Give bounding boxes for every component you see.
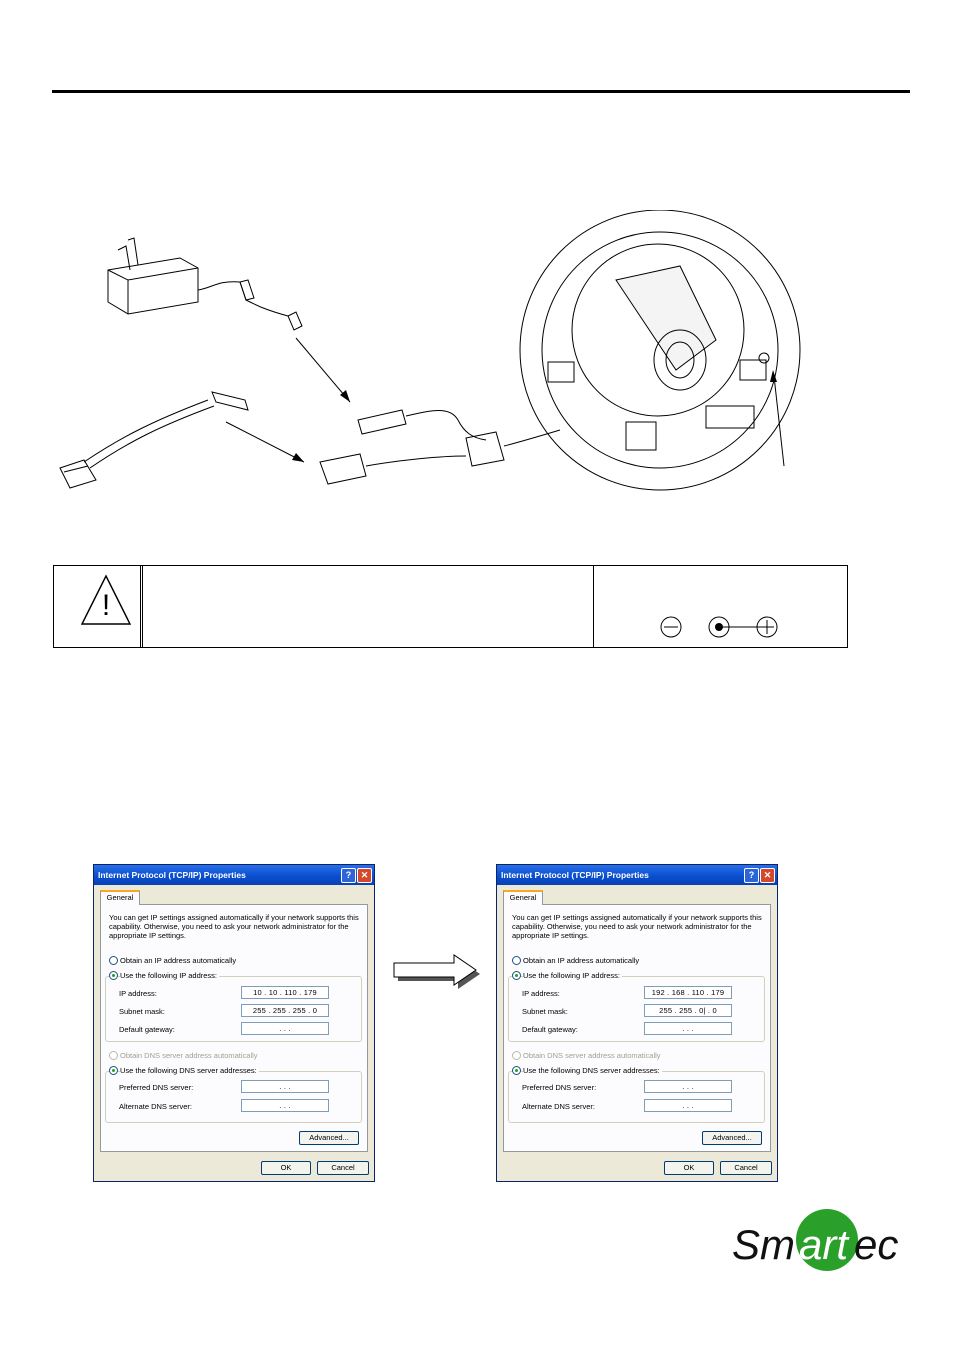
dialog-title: Internet Protocol (TCP/IP) Properties [497, 865, 777, 885]
preferred-dns-input[interactable]: . . . [644, 1080, 732, 1093]
power-adapter-drawing [108, 238, 302, 330]
subnet-mask-input[interactable]: 255 . 255 . 0| . 0 [644, 1004, 732, 1017]
connection-illustration [40, 210, 830, 500]
smartec-logo [730, 1205, 910, 1275]
label-default-gateway: Default gateway: [119, 1025, 175, 1034]
general-panel [503, 904, 771, 1152]
camera-base-drawing [520, 210, 800, 490]
warning-table [53, 565, 848, 648]
logo-text-start: Sm [732, 1221, 795, 1268]
tab-general[interactable]: General [100, 890, 140, 905]
polarity-diagram [593, 566, 847, 647]
label-alternate-dns: Alternate DNS server: [522, 1102, 595, 1111]
radio-auto-ip[interactable] [109, 956, 118, 965]
label-subnet-mask: Subnet mask: [119, 1007, 165, 1016]
tcpip-dialog-before [93, 864, 375, 1182]
alternate-dns-input[interactable]: . . . [241, 1099, 329, 1112]
logo-text-mid: art [799, 1221, 849, 1268]
label-ip-address: IP address: [522, 989, 560, 998]
general-panel [100, 904, 368, 1152]
ip-address-input[interactable]: 192 . 168 . 110 . 179 [644, 986, 732, 999]
pigtail-drawing [320, 410, 560, 484]
radio-manual-ip[interactable] [512, 971, 521, 980]
radio-manual-ip[interactable] [109, 971, 118, 980]
advanced-button[interactable]: Advanced... [299, 1131, 359, 1145]
dns-group [105, 1071, 362, 1123]
label-ip-address: IP address: [119, 989, 157, 998]
label-auto-ip: Obtain an IP address automatically [523, 956, 640, 965]
ip-address-input[interactable]: 10 . 10 . 110 . 179 [241, 986, 329, 999]
cancel-button[interactable]: Cancel [720, 1161, 772, 1175]
label-manual-dns: Use the following DNS server addresses: [120, 1066, 257, 1075]
subnet-mask-input[interactable]: 255 . 255 . 255 . 0 [241, 1004, 329, 1017]
label-manual-dns: Use the following DNS server addresses: [523, 1066, 660, 1075]
logo-text-end: ec [854, 1221, 899, 1268]
network-cable-drawing [60, 392, 248, 488]
warning-text-cell [142, 566, 594, 647]
ok-button[interactable]: OK [664, 1161, 714, 1175]
label-auto-dns: Obtain DNS server address automatically [523, 1051, 661, 1060]
radio-auto-dns[interactable] [109, 1051, 118, 1060]
preferred-dns-input[interactable]: . . . [241, 1080, 329, 1093]
ok-button[interactable]: OK [261, 1161, 311, 1175]
label-manual-ip: Use the following IP address: [523, 971, 620, 980]
tab-general[interactable]: General [503, 890, 543, 905]
label-auto-dns: Obtain DNS server address automatically [120, 1051, 258, 1060]
intro-text: You can get IP settings assigned automatically if your network supports this capability. Otherwise, you need to ask your network administrator for the appropriate IP settings. [512, 913, 762, 940]
label-alternate-dns: Alternate DNS server: [119, 1102, 192, 1111]
help-button[interactable]: ? [744, 868, 759, 883]
dns-group [508, 1071, 765, 1123]
warning-icon-cell [54, 566, 141, 647]
right-arrow-icon [390, 952, 486, 992]
dialog-title: Internet Protocol (TCP/IP) Properties [94, 865, 374, 885]
warning-triangle-icon [54, 566, 140, 647]
default-gateway-input[interactable]: . . . [241, 1022, 329, 1035]
close-button[interactable]: ✕ [357, 868, 372, 883]
warning-symbol: ! [101, 589, 111, 622]
radio-manual-dns[interactable] [109, 1066, 118, 1075]
polarity-cell [593, 566, 847, 647]
header-rule [52, 90, 910, 93]
default-gateway-input[interactable]: . . . [644, 1022, 732, 1035]
label-preferred-dns: Preferred DNS server: [119, 1083, 194, 1092]
help-button[interactable]: ? [341, 868, 356, 883]
radio-auto-dns[interactable] [512, 1051, 521, 1060]
label-preferred-dns: Preferred DNS server: [522, 1083, 597, 1092]
radio-manual-dns[interactable] [512, 1066, 521, 1075]
radio-auto-ip[interactable] [512, 956, 521, 965]
intro-text: You can get IP settings assigned automatically if your network supports this capability. Otherwise, you need to ask your network administrator for the appropriate IP settings. [109, 913, 359, 940]
close-button[interactable]: ✕ [760, 868, 775, 883]
advanced-button[interactable]: Advanced... [702, 1131, 762, 1145]
alternate-dns-input[interactable]: . . . [644, 1099, 732, 1112]
label-auto-ip: Obtain an IP address automatically [120, 956, 237, 965]
label-default-gateway: Default gateway: [522, 1025, 578, 1034]
label-manual-ip: Use the following IP address: [120, 971, 217, 980]
cancel-button[interactable]: Cancel [317, 1161, 369, 1175]
label-subnet-mask: Subnet mask: [522, 1007, 568, 1016]
tcpip-dialog-after [496, 864, 778, 1182]
